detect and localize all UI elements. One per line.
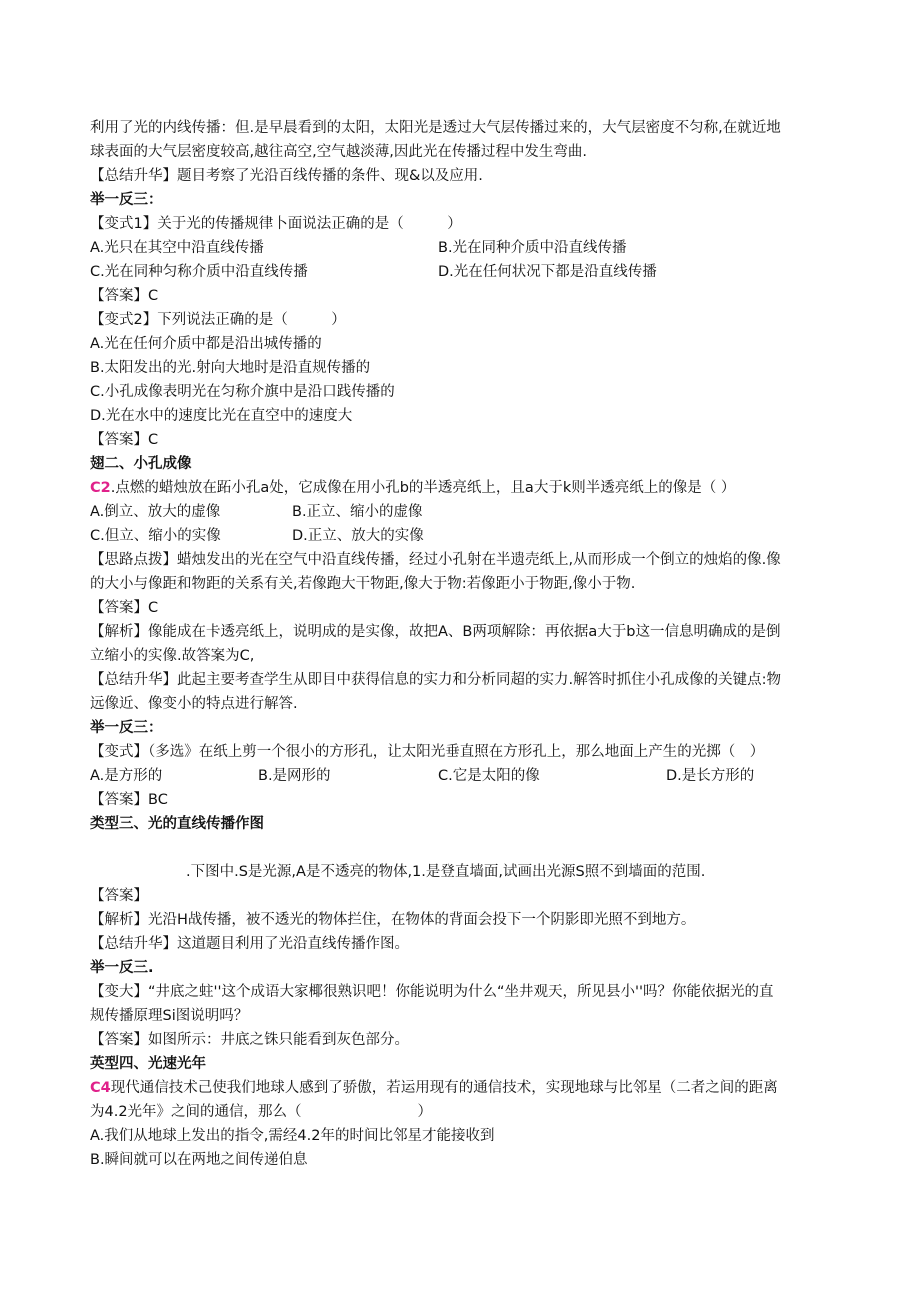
option-d: D.光在任何状况下都是沿直线传播: [438, 264, 657, 280]
option-b: B.太阳发出的光.射向大地时是沿直规传播的: [90, 360, 371, 376]
question-number: C2: [90, 480, 111, 496]
explanation-line: 【解析】光沿H战传播，被不透光的物体拦住，在物体的背面会投下一个阴影即光照不到地方。: [90, 912, 696, 928]
summary-line: 【总结升华】这道题目利用了光沿直线传播作图。: [90, 936, 409, 952]
option-b: B.正立、缩小的虚像: [292, 504, 423, 520]
answer-line: 【答案】: [90, 888, 148, 904]
option-a: A.光在任何介质中都是沿出城传播的: [90, 336, 322, 352]
option-c: C.但立、缩小的实像: [90, 528, 221, 544]
option-a: A.倒立、放大的虚像: [90, 504, 221, 520]
question-text: .点燃的蜡烛放在跖小孔a处，它成像在用小孔b的半透亮纸上，且a大于k则半透亮纸上的像是（ ）: [110, 480, 736, 496]
option-c: C.它是太阳的像: [438, 768, 540, 784]
question-stem: 【变式2】下列说法正确的是（ ）: [90, 312, 346, 328]
question-stem: [90, 478, 735, 498]
summary-line: 远像近、像变小的特点进行解答.: [90, 696, 298, 712]
explanation-line: 【解析】像能成在卡透亮纸上，说明成的是实像，故把A、B两项解除：再依据a大于b这一信息明确成的是倒: [90, 624, 781, 640]
section-heading: 举一反三.: [90, 960, 154, 976]
question-stem: .下图中.S是光源,A是不透亮的物体,1.是登直墙面,试画出光源S照不到墙面的范围.: [186, 864, 706, 880]
option-c: C.小孔成像表明光在匀称介旗中是沿口践传播的: [90, 384, 395, 400]
option-c: C.光在同种匀称介质中沿直线传播: [90, 264, 308, 280]
question-stem: 【变大】“井底之蛀''这个成语大家椰很熟识吧！你能说明为什么“坐井观天，所见县小''吗？你能依据光的直: [90, 984, 774, 1000]
paragraph-line: 利用了光的内线传播：但.是早晨看到的太阳，太阳光是透过大气层传播过来的，大气层密度不匀称,在就近地: [90, 120, 781, 136]
section-heading: 类型三、光的直线传播作图: [90, 816, 264, 832]
section-heading: 举一反三：: [90, 192, 163, 208]
question-stem: 为4.2光年》之间的通信，那么（ ）: [90, 1104, 433, 1120]
option-d: D.是长方形的: [666, 768, 755, 784]
summary-line: 【总结升华】题目考察了光沿百线传播的条件、现&以及应用.: [90, 168, 483, 184]
option-b: B.是网形的: [258, 768, 331, 784]
section-heading: 翅二、小孔成像: [90, 456, 192, 472]
option-b: B.瞬间就可以在两地之间传递伯息: [90, 1152, 308, 1168]
option-d: D.光在水中的速度比光在直空中的速度大: [90, 408, 353, 424]
option-a: A.是方形的: [90, 768, 163, 784]
summary-line: 【总结升华】此起主要考查学生从即目中获得信息的实力和分析同超的实力.解答时抓住小孔成像的关键点:物: [90, 672, 781, 688]
paragraph-line: 球表面的大气层密度较高,越往高空,空气越淡薄,因此光在传播过程中发生弯曲.: [90, 144, 587, 160]
question-stem: 【变式】（多选》在纸上剪一个很小的方形孔，让太阳光垂直照在方形孔上，那么地面上产生的光掷（ ）: [90, 744, 765, 760]
section-heading: 举一反三：: [90, 720, 163, 736]
section-heading: 英型四、光速光年: [90, 1056, 206, 1072]
question-stem: [90, 1078, 778, 1098]
option-b: B.光在同种介质中沿直线传播: [438, 240, 627, 256]
answer-line: 【答案】C: [90, 600, 159, 616]
hint-line: 的大小与像距和物距的关系有关,若像跑大干物距,像大于物:若像距小于物距,像小于物.: [90, 576, 636, 592]
answer-line: 【答案】C: [90, 432, 159, 448]
answer-line: 【答案】如图所示：井底之铢只能看到灰色部分。: [90, 1032, 409, 1048]
answer-line: 【答案】C: [90, 288, 159, 304]
question-stem: 【变式1】关于光的传播规律卜面说法正确的是（ ）: [90, 216, 462, 232]
option-d: D.正立、放大的实像: [292, 528, 424, 544]
question-text: 现代通信技术己使我们地球人感到了骄傲，若运用现有的通信技术，实现地球与比邻星（二者之间的距离: [110, 1080, 778, 1096]
question-stem: 规传播原理Si图说明吗？: [90, 1008, 249, 1024]
option-a: A.我们从地球上发出的指令,需经4.2年的时间比邻星才能接收到: [90, 1128, 495, 1144]
explanation-line: 立缩小的实像.故答案为C,: [90, 648, 255, 664]
question-number: C4: [90, 1080, 111, 1096]
answer-line: 【答案】BC: [90, 792, 168, 808]
option-a: A.光只在其空中沿直线传播: [90, 240, 264, 256]
hint-line: 【思路点拨】蜡烛发出的光在空气中沿直线传播，经过小孔射在半遗売纸上,从而形成一个倒立的烛焰的像.像: [90, 552, 781, 568]
